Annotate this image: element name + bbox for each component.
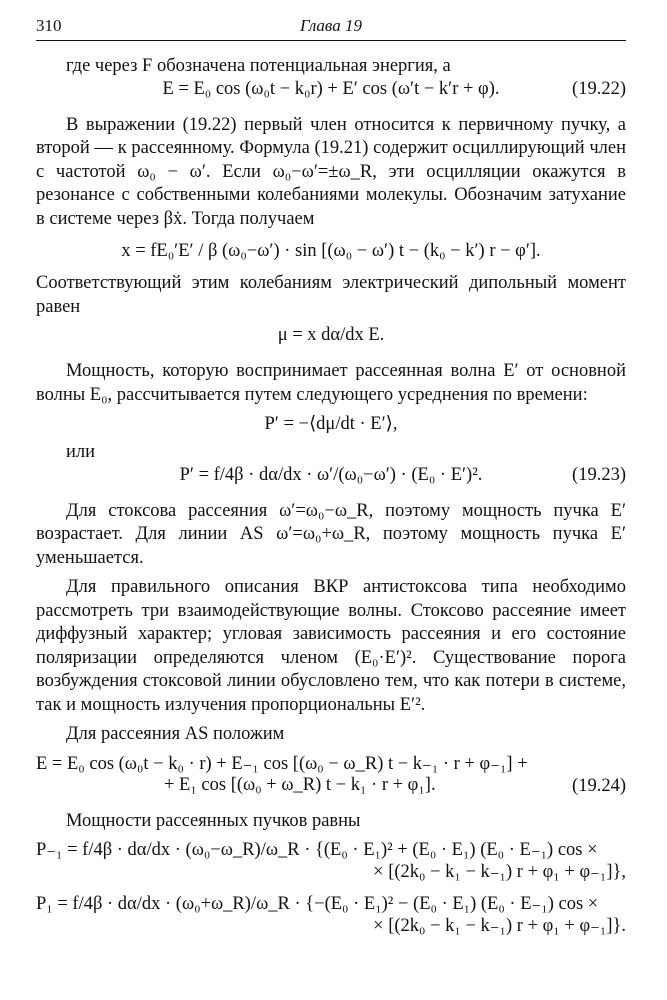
- paragraph-dipole: Соответствующий этим колебаниям электрический дипольный момент равен: [36, 273, 626, 317]
- equation-x: x = fE₀′E′ / β (ω₀−ω′) · sin [(ω₀ − ω′) t − (k₀ − k′) r − φ′].: [121, 241, 541, 261]
- equation-19-23-body: P′ = f/4β · dα/dx · ω′/(ω₀−ω′) · (E₀ · E′)².: [179, 464, 483, 485]
- book-page: [36, 14, 626, 989]
- chapter-title: Глава 19: [300, 16, 362, 35]
- equation-19-24-line-1: E = E₀ cos (ω₀t − k₀ · r) + E₋₁ cos [(ω₀ − ω_R) t − k₋₁ · r + φ₋₁] +: [36, 753, 528, 774]
- paragraph-as-scattering: Для рассеяния AS положим: [66, 724, 285, 744]
- equation-19-22-body: E = E₀ cos (ω₀t − k₀r) + E′ cos (ω′t − k′r + φ).: [162, 78, 500, 99]
- paragraph-resonance: В выражении (19.22) первый член относится к первичному пучку, а второй — к рассеянному. Формула (19.21) содержит осциллирующий член с частотой ω₀ − ω′. Если ω₀−ω′=±ω_R, эти осцилляции окажутся в резонансе с собственными колебаниями молекулы. Обозначим затухание в системе через βẋ. Тогда получаем: [36, 114, 626, 229]
- paragraph-scattered-power: Мощности рассеянных пучков равны: [66, 810, 361, 831]
- equation-p-1: [36, 893, 626, 937]
- paragraph-or: или: [66, 442, 96, 462]
- equation-p-minus-1-line-2: × [(2k₀ − k₁ − k₋₁) r + φ₁ + φ₋₁]},: [373, 862, 626, 882]
- equation-19-22-number: (19.22): [572, 78, 626, 99]
- equation-p-minus-1: [36, 839, 626, 883]
- equation-19-24: [36, 753, 626, 796]
- equation-19-23: [36, 465, 626, 486]
- equation-19-24-number: (19.24): [572, 775, 626, 796]
- running-header: [36, 14, 626, 41]
- page-number: 310: [36, 16, 62, 35]
- equation-19-22: [36, 79, 626, 100]
- equation-p-1-line-2: × [(2k₀ − k₁ − k₋₁) r + φ₁ + φ₋₁]}.: [373, 916, 626, 936]
- equation-19-23-number: (19.23): [572, 464, 626, 485]
- equation-p-minus-1-line-1: P₋₁ = f/4β · dα/dx · (ω₀−ω_R)/ω_R · {(E₀ · E₁)² + (E₀ · E₁) (E₀ · E₋₁) cos ×: [36, 840, 598, 860]
- paragraph-power: Мощность, которую воспринимает рассеянная волна E′ от основной волны E₀, рассчитывается путем следующего усреднения по времени:: [36, 361, 626, 405]
- equation-mu: μ = x dα/dx E.: [277, 325, 385, 345]
- equation-power-average: P′ = −⟨dμ/dt · E′⟩,: [264, 414, 398, 434]
- paragraph-stokes: Для стоксова рассеяния ω′=ω₀−ω_R, поэтому мощность пучка E′ возрастает. Для линии AS ω′=ω₀+ω_R, поэтому мощность пучка E′ уменьшается.: [36, 500, 626, 568]
- paragraph-antistokes: Для правильного описания ВКР антистоксова типа необходимо рассмотреть три взаимодействующие волны. Стоксово рассеяние имеет диффузный характер; угловая зависимость рассеяния и его состояние поляризации определяются членом (E₀·E′)². Существование порога возбуждения стоксовой линии обусловлено тем, что как потери в системе, так и мощность излучения пропорциональны E′².: [36, 577, 626, 715]
- paragraph-intro: где через F обозначена потенциальная энергия, а: [66, 56, 451, 76]
- equation-19-24-line-2: + E₁ cos [(ω₀ + ω_R) t − k₁ · r + φ₁].: [164, 774, 436, 795]
- equation-p-1-line-1: P₁ = f/4β · dα/dx · (ω₀+ω_R)/ω_R · {−(E₀ · E₁)² − (E₀ · E₁) (E₀ · E₋₁) cos ×: [36, 894, 599, 914]
